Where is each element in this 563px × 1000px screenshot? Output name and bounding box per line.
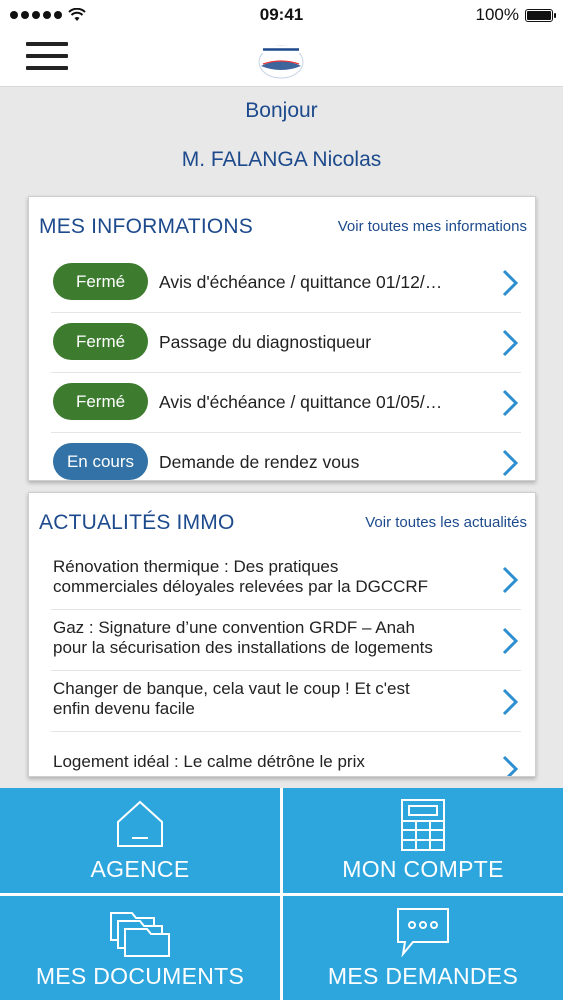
chat-bubble-icon bbox=[395, 906, 451, 958]
battery-fill bbox=[527, 11, 551, 20]
battery-percent: 100% bbox=[475, 5, 519, 24]
news-headline-line: pour la sécurisation des installations de logements bbox=[53, 638, 433, 657]
main-menu-tiles bbox=[0, 788, 563, 1000]
mes-documents-tile[interactable] bbox=[0, 896, 280, 1000]
news-headline bbox=[53, 557, 483, 597]
chevron-right-icon[interactable] bbox=[499, 626, 521, 656]
chevron-right-icon[interactable] bbox=[499, 268, 521, 298]
news-item[interactable] bbox=[51, 732, 521, 777]
hamburger-icon bbox=[26, 66, 68, 70]
news-headline-line: enfin devenu facile bbox=[53, 699, 195, 718]
wifi-icon bbox=[68, 8, 86, 22]
status-bar bbox=[0, 0, 563, 30]
mes-demandes-label: MES DEMANDES bbox=[327, 963, 519, 989]
user-name: M. FALANGA Nicolas bbox=[181, 148, 382, 171]
information-title: Avis d'échéance / quittance 01/05/… bbox=[159, 392, 443, 412]
see-all-news-link[interactable]: Voir toutes les actualités bbox=[365, 514, 527, 531]
house-icon bbox=[114, 798, 166, 850]
chevron-right-icon[interactable] bbox=[499, 565, 521, 595]
status-badge: En cours bbox=[53, 443, 148, 480]
calculator-icon bbox=[400, 798, 446, 852]
see-all-informations-link[interactable]: Voir toutes mes informations bbox=[337, 218, 527, 235]
information-title: Avis d'échéance / quittance 01/12/… bbox=[159, 272, 443, 292]
chevron-right-icon[interactable] bbox=[499, 754, 521, 777]
greeting-hello: Bonjour bbox=[245, 99, 318, 122]
information-title: Passage du diagnostiqueur bbox=[159, 332, 372, 352]
chevron-right-icon[interactable] bbox=[499, 388, 521, 418]
status-badge: Fermé bbox=[53, 263, 148, 300]
news-headline bbox=[53, 679, 483, 719]
news-headline bbox=[53, 618, 483, 658]
hamburger-icon bbox=[26, 54, 68, 58]
menu-button[interactable] bbox=[26, 42, 70, 72]
news-headline-line: Changer de banque, cela vaut le coup ! Et c'est bbox=[53, 679, 410, 698]
news-headline-line: Gaz : Signature d’une convention GRDF – Anah bbox=[53, 618, 415, 637]
battery-icon bbox=[525, 9, 553, 22]
agence-tile[interactable] bbox=[0, 788, 280, 893]
agence-label: AGENCE bbox=[90, 856, 190, 882]
informations-card bbox=[28, 196, 536, 481]
status-time: 09:41 bbox=[259, 5, 304, 24]
news-headline-line: Logement idéal : Le calme détrône le prix bbox=[53, 752, 365, 771]
chevron-right-icon[interactable] bbox=[499, 687, 521, 717]
informations-card-header bbox=[29, 197, 535, 253]
information-row[interactable] bbox=[51, 253, 521, 313]
news-headline-line: commerciales déloyales relevées par la DGCCRF bbox=[53, 577, 429, 596]
information-row[interactable] bbox=[51, 373, 521, 433]
news-item[interactable] bbox=[51, 671, 521, 732]
hamburger-icon bbox=[26, 42, 68, 46]
mes-demandes-tile[interactable] bbox=[283, 896, 563, 1000]
information-row[interactable] bbox=[51, 313, 521, 373]
status-badge: Fermé bbox=[53, 323, 148, 360]
folders-icon bbox=[108, 906, 172, 958]
greeting bbox=[0, 95, 563, 172]
informations-title: MES INFORMATIONS bbox=[39, 215, 253, 238]
information-row[interactable] bbox=[51, 433, 521, 481]
battery-group bbox=[476, 5, 553, 25]
mon-compte-tile[interactable] bbox=[283, 788, 563, 893]
mon-compte-label: MON COMPTE bbox=[342, 856, 504, 882]
news-card bbox=[28, 492, 536, 777]
news-card-header bbox=[29, 493, 535, 549]
news-title: ACTUALITÉS IMMO bbox=[39, 511, 235, 534]
news-headline-line: Rénovation thermique : Des pratiques bbox=[53, 557, 339, 576]
guy-hoquet-logo bbox=[255, 40, 307, 80]
top-navigation bbox=[0, 30, 563, 87]
mes-documents-label: MES DOCUMENTS bbox=[35, 963, 245, 989]
news-item[interactable] bbox=[51, 549, 521, 610]
signal-strength-icon bbox=[10, 11, 62, 19]
news-headline bbox=[53, 752, 483, 772]
status-badge: Fermé bbox=[53, 383, 148, 420]
chevron-right-icon[interactable] bbox=[499, 448, 521, 478]
signal-group bbox=[10, 8, 86, 22]
information-title: Demande de rendez vous bbox=[159, 452, 360, 472]
news-item[interactable] bbox=[51, 610, 521, 671]
chevron-right-icon[interactable] bbox=[499, 328, 521, 358]
